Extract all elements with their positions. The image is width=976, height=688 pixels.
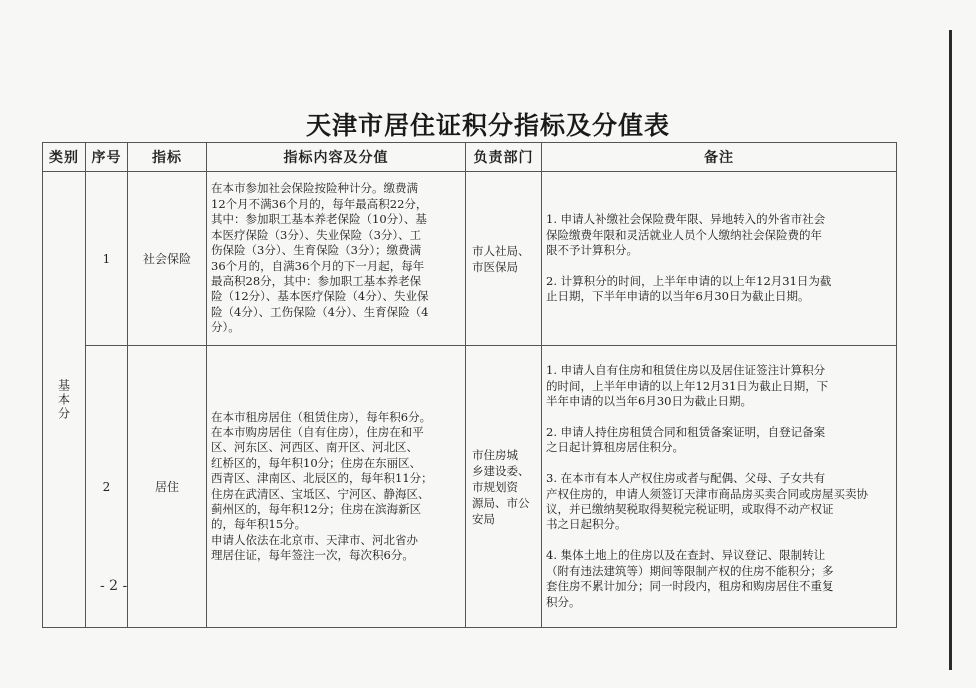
seq-cell: 1: [86, 172, 128, 346]
table-row: [43, 172, 897, 346]
header-indicator: 指标: [128, 143, 207, 172]
header-content: 指标内容及分值: [207, 143, 466, 172]
points-table: [42, 142, 897, 628]
content-cell: [207, 346, 466, 628]
note-item: 4. 集体土地上的住房以及在查封、异议登记、限制转让 （附有违法建筑等）期间等限制产权的住房不能积分；多 套住房不累计加分；同一时段内，租房和购房居住不重复 积分。: [546, 548, 834, 609]
category-cell: [43, 172, 86, 628]
note-item: 3. 在本市有本人产权住房或者与配偶、父母、子女共有 产权住房的，申请人须签订天津市商品房买卖合同或房屋买卖协 议，并已缴纳契税取得契税完税证明，或取得不动产权证 书之日起积分。: [546, 471, 868, 532]
notes-cell: [542, 346, 897, 628]
department-text: 市住房城 乡建设委、 市规划资 源局、市公 安局: [472, 447, 530, 526]
notes-list: [542, 346, 896, 627]
note-item: 1. 申请人补缴社会保险费年限、异地转入的外省市社会 保险缴费年限和灵活就业人员个人缴纳社会保险费的年 限不予计算积分。: [546, 212, 826, 258]
seq-cell: 2: [86, 346, 128, 628]
department-text: 市人社局、 市医保局: [472, 243, 530, 274]
page-title: 天津市居住证积分指标及分值表: [305, 111, 670, 140]
department-cell: [466, 172, 542, 346]
department-cell: [466, 346, 542, 628]
indicator-cell: 居住: [128, 346, 207, 628]
note-item: 2. 计算积分的时间，上半年申请的以上年12月31日为截 止日期，下半年申请的以当年6月30日为截止日期。: [546, 273, 832, 304]
notes-list: [542, 195, 896, 322]
table-header-row: [43, 143, 897, 172]
header-notes: 备注: [542, 143, 897, 172]
table-row: [43, 346, 897, 628]
page-number: - 2 -: [100, 578, 128, 594]
header-seq: 序号: [86, 143, 128, 172]
note-item: 2. 申请人持住房租赁合同和租赁备案证明，自登记备案 之日起计算租房居住积分。: [546, 425, 826, 455]
content-text: 在本市参加社会保险按险种计分。缴费满 12个月不满36个月的，每年最高积22分， 其中：参加职工基本养老保险（10分）、基 本医疗保险（3分）、失业保险（3分）、工 伤保险（3分）、生育保险（3分）；缴费满 36个月的，自满36个月的下一月起，每年 最高积28分，其中：参加职工基本养老保 险（12分）、基本医疗保险（4分）、失业保 险（4分）、工伤保险（4分）、生育保险（4 分）。: [211, 181, 429, 335]
note-item: 1. 申请人自有住房和租赁住房以及居住证签注计算积分 的时间，上半年申请的以上年12月31日为截止日期，下 半年申请的以当年6月30日为截止日期。: [546, 363, 829, 409]
header-department: 负责部门: [466, 143, 542, 172]
indicator-cell: 社会保险: [128, 172, 207, 346]
category-label: 基本分: [56, 378, 71, 421]
notes-cell: [542, 172, 897, 346]
header-category: 类别: [43, 143, 86, 172]
content-text: 在本市租房居住（租赁住房），每年积6分。 在本市购房居住（自有住房），住房在和平 区、河东区、河西区、南开区、河北区、 红桥区的，每年积10分；住房在东丽区、 西青区、津南区、北辰区的，每年积11分； 住房在武清区、宝坻区、宁河区、静海区、 蓟州区的，每年积12分；住房在滨海新区 的，每年积15分。 申请人依法在北京市、天津市、河北省办 理居住证，每年签注一次，每次积6分。: [211, 409, 433, 563]
content-cell: [207, 172, 466, 346]
